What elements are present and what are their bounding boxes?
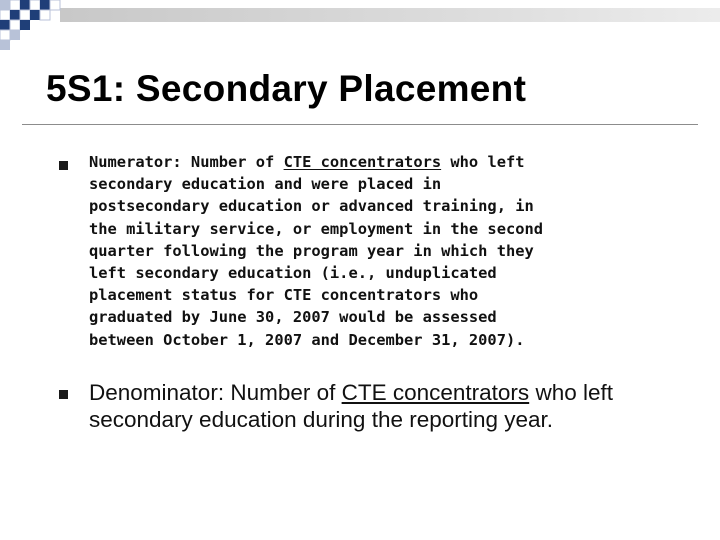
header-checker-decoration (0, 0, 720, 60)
slide-title: 5S1: Secondary Placement (46, 68, 527, 109)
numerator-paragraph (89, 151, 699, 351)
denominator-prefix: Denominator: Number of (89, 380, 342, 405)
numerator-prefix: Numerator: Number of (89, 153, 284, 171)
bullet-square-icon (59, 390, 68, 399)
denominator-term-link: CTE concentrators (341, 380, 530, 405)
denominator-suffix: who left secondary education during the reporting year. (89, 380, 613, 432)
bullet-square-icon (59, 161, 68, 170)
numerator-suffix: who left secondary education and were placed in postsecondary education or advanced training, in the military service, or employment in the second quarter following the program year in which they left secondary education (i.e., unduplicated placement status for CTE concentrators who graduated by June 30, 2007 would be assessed between October 1, 2007 and December 31, 2007). (89, 153, 544, 349)
numerator-term-link: CTE concentrators (283, 153, 442, 171)
checker-squares (0, 0, 60, 50)
denominator-paragraph (89, 379, 689, 433)
title-divider (22, 124, 698, 125)
